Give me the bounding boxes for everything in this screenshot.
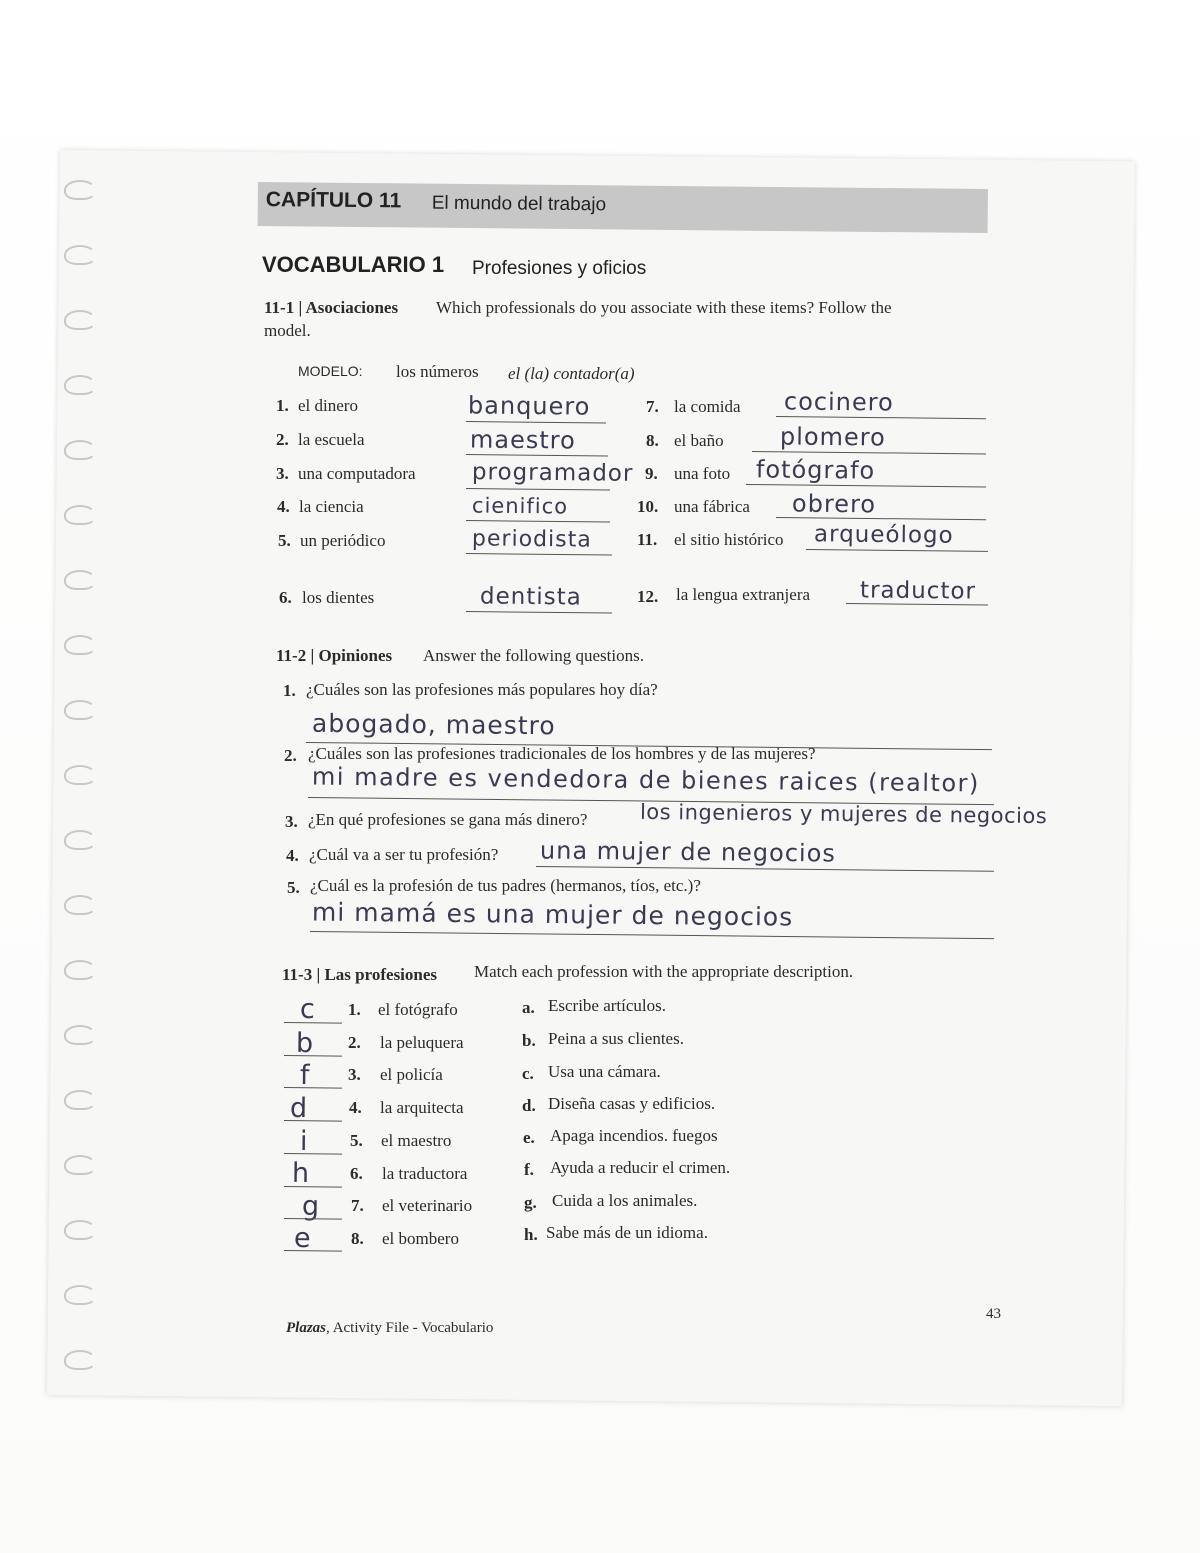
item-number: 4. [277, 497, 290, 516]
handwritten-answer: traductor [859, 577, 977, 605]
profession-name: el fotógrafo [378, 1000, 458, 1019]
model-item: los números [396, 362, 479, 381]
item-number: 11. [637, 530, 658, 549]
ex1-label: 11-1 | Asociaciones [264, 298, 399, 317]
description-letter: b. [522, 1031, 536, 1050]
binding-ring [64, 1155, 96, 1175]
question-text: ¿Cuáles son las profesiones tradicionales de los hombres y de las mujeres? [308, 744, 816, 763]
spiral-binding [60, 160, 108, 1390]
footer-source-rest: , Activity File - Vocabulario [326, 1320, 494, 1336]
chapter-title: El mundo del trabajo [431, 192, 607, 216]
question-number: 3. [285, 812, 298, 831]
description-letter: a. [522, 998, 535, 1017]
item-number: 10. [637, 497, 659, 516]
item-prompt: una foto [674, 464, 731, 483]
chapter-header-bar [258, 182, 988, 233]
binding-ring [64, 700, 96, 720]
description-letter: g. [524, 1193, 537, 1212]
item-number: 8. [646, 431, 659, 450]
handwritten-answer: obrero [791, 489, 877, 519]
ex3-label: 11-3 | Las profesiones [282, 965, 438, 984]
binding-ring [64, 830, 96, 850]
profession-name: el policía [380, 1065, 443, 1084]
item-prompt: los dientes [302, 588, 375, 607]
item-number: 1. [276, 396, 289, 415]
profession-number: 6. [350, 1164, 363, 1183]
description-text: Peina a sus clientes. [548, 1029, 684, 1048]
ex3-instructions: Match each profession with the appropriate description. [474, 962, 854, 981]
ex2-instructions: Answer the following questions. [423, 646, 644, 665]
ex2-label: 11-2 | Opiniones [276, 646, 393, 665]
match-answer: i [299, 1125, 309, 1158]
item-prompt: el sitio histórico [674, 530, 784, 549]
handwritten-answer: mi mamá es una mujer de negocios [311, 897, 794, 932]
binding-ring [64, 180, 96, 200]
binding-ring [64, 895, 96, 915]
match-answer: c [299, 993, 317, 1026]
handwritten-answer: banquero [467, 391, 591, 421]
question-text: ¿Cuál es la profesión de tus padres (hermanos, tíos, etc.)? [310, 876, 701, 895]
description-letter: d. [522, 1096, 536, 1115]
match-answer: g [301, 1190, 321, 1223]
profession-name: el bombero [382, 1229, 459, 1248]
description-text: Escribe artículos. [548, 996, 667, 1015]
model-answer: el (la) contador(a) [508, 364, 635, 383]
item-number: 7. [646, 397, 659, 416]
binding-ring [64, 245, 96, 265]
item-prompt: la comida [674, 397, 741, 416]
binding-ring [64, 1220, 96, 1240]
profession-number: 1. [348, 1000, 361, 1019]
ex1-instructions-line2: model. [264, 321, 311, 340]
item-number: 2. [276, 430, 289, 449]
handwritten-answer: una mujer de negocios [539, 836, 836, 868]
profession-number: 2. [348, 1033, 361, 1052]
question-number: 4. [286, 846, 299, 865]
handwritten-answer: maestro [469, 425, 576, 455]
question-text: ¿En qué profesiones se gana más dinero? [308, 810, 588, 829]
profession-number: 7. [351, 1196, 364, 1215]
binding-ring [64, 635, 96, 655]
handwritten-answer: cocinero [783, 387, 894, 417]
item-number: 6. [279, 588, 292, 607]
item-number: 9. [645, 464, 658, 483]
ex1-instructions-line1: Which professionals do you associate with these items? Follow the [436, 298, 892, 317]
handwritten-answer: fotógrafo [755, 455, 876, 485]
item-number: 12. [637, 587, 659, 606]
binding-ring [64, 1350, 96, 1370]
item-prompt: el baño [674, 431, 724, 450]
question-number: 5. [287, 878, 300, 897]
item-prompt: la ciencia [299, 497, 364, 516]
match-answer: h [291, 1157, 311, 1190]
profession-name: la peluquera [380, 1033, 464, 1052]
model-label: MODELO: [298, 363, 363, 379]
handwritten-answer: abogado, maestro [311, 708, 556, 741]
handwritten-answer: periodista [471, 526, 592, 553]
description-letter: h. [524, 1225, 538, 1244]
profession-name: el veterinario [382, 1196, 473, 1215]
footer-book-title: Plazas [286, 1320, 327, 1336]
handwritten-answer: los ingenieros y mujeres de negocios [639, 799, 1048, 829]
item-prompt: una fábrica [674, 497, 750, 516]
page-number: 43 [986, 1306, 1001, 1322]
item-prompt: el dinero [298, 396, 358, 415]
question-text: ¿Cuáles son las profesiones más populares hoy día? [306, 680, 658, 699]
description-letter: e. [523, 1128, 535, 1147]
vocab-heading: VOCABULARIO 1 [262, 252, 445, 277]
profession-name: la traductora [382, 1164, 468, 1183]
item-prompt: la escuela [298, 430, 365, 449]
binding-ring [64, 765, 96, 785]
handwritten-answer: programador [471, 459, 634, 487]
handwritten-answer: mi madre es vendedora de bienes raices (realtor) [311, 762, 980, 798]
binding-ring [64, 505, 96, 525]
item-prompt: la lengua extranjera [676, 585, 811, 604]
description-letter: f. [524, 1160, 534, 1179]
description-text: Apaga incendios. fuegos [550, 1126, 718, 1145]
binding-ring [64, 960, 96, 980]
description-text: Diseña casas y edificios. [548, 1094, 716, 1113]
profession-name: la arquitecta [380, 1098, 464, 1117]
item-prompt: una computadora [298, 464, 416, 483]
description-text: Usa una cámara. [548, 1062, 661, 1081]
profession-name: el maestro [381, 1131, 452, 1150]
description-letter: c. [522, 1064, 534, 1083]
binding-ring [64, 1285, 96, 1305]
handwritten-answer: cienifico [471, 493, 569, 519]
item-number: 5. [278, 531, 291, 550]
question-number: 2. [284, 746, 297, 765]
profession-number: 3. [348, 1065, 361, 1084]
match-answer: e [293, 1222, 312, 1255]
question-text: ¿Cuál va a ser tu profesión? [309, 845, 499, 864]
profession-number: 8. [351, 1229, 364, 1248]
handwritten-answer: dentista [479, 583, 582, 611]
handwritten-answer: arqueólogo [813, 521, 954, 549]
binding-ring [64, 375, 96, 395]
vocab-subtitle: Profesiones y oficios [472, 258, 647, 279]
description-text: Ayuda a reducir el crimen. [550, 1158, 731, 1177]
match-answer: d [289, 1092, 309, 1125]
question-number: 1. [283, 681, 296, 700]
footer-source [286, 1320, 493, 1337]
binding-ring [64, 310, 96, 330]
profession-number: 4. [349, 1098, 362, 1117]
item-number: 3. [276, 464, 289, 483]
binding-ring [64, 1025, 96, 1045]
binding-ring [64, 440, 96, 460]
description-text: Cuida a los animales. [552, 1191, 698, 1210]
match-answer: b [295, 1027, 315, 1060]
profession-number: 5. [350, 1131, 363, 1150]
item-prompt: un periódico [300, 531, 386, 550]
description-text: Sabe más de un idioma. [546, 1223, 708, 1242]
match-answer: f [299, 1059, 311, 1092]
handwritten-answer: plomero [779, 422, 886, 452]
chapter-number: CAPÍTULO 11 [265, 188, 402, 213]
binding-ring [64, 1090, 96, 1110]
binding-ring [64, 570, 96, 590]
